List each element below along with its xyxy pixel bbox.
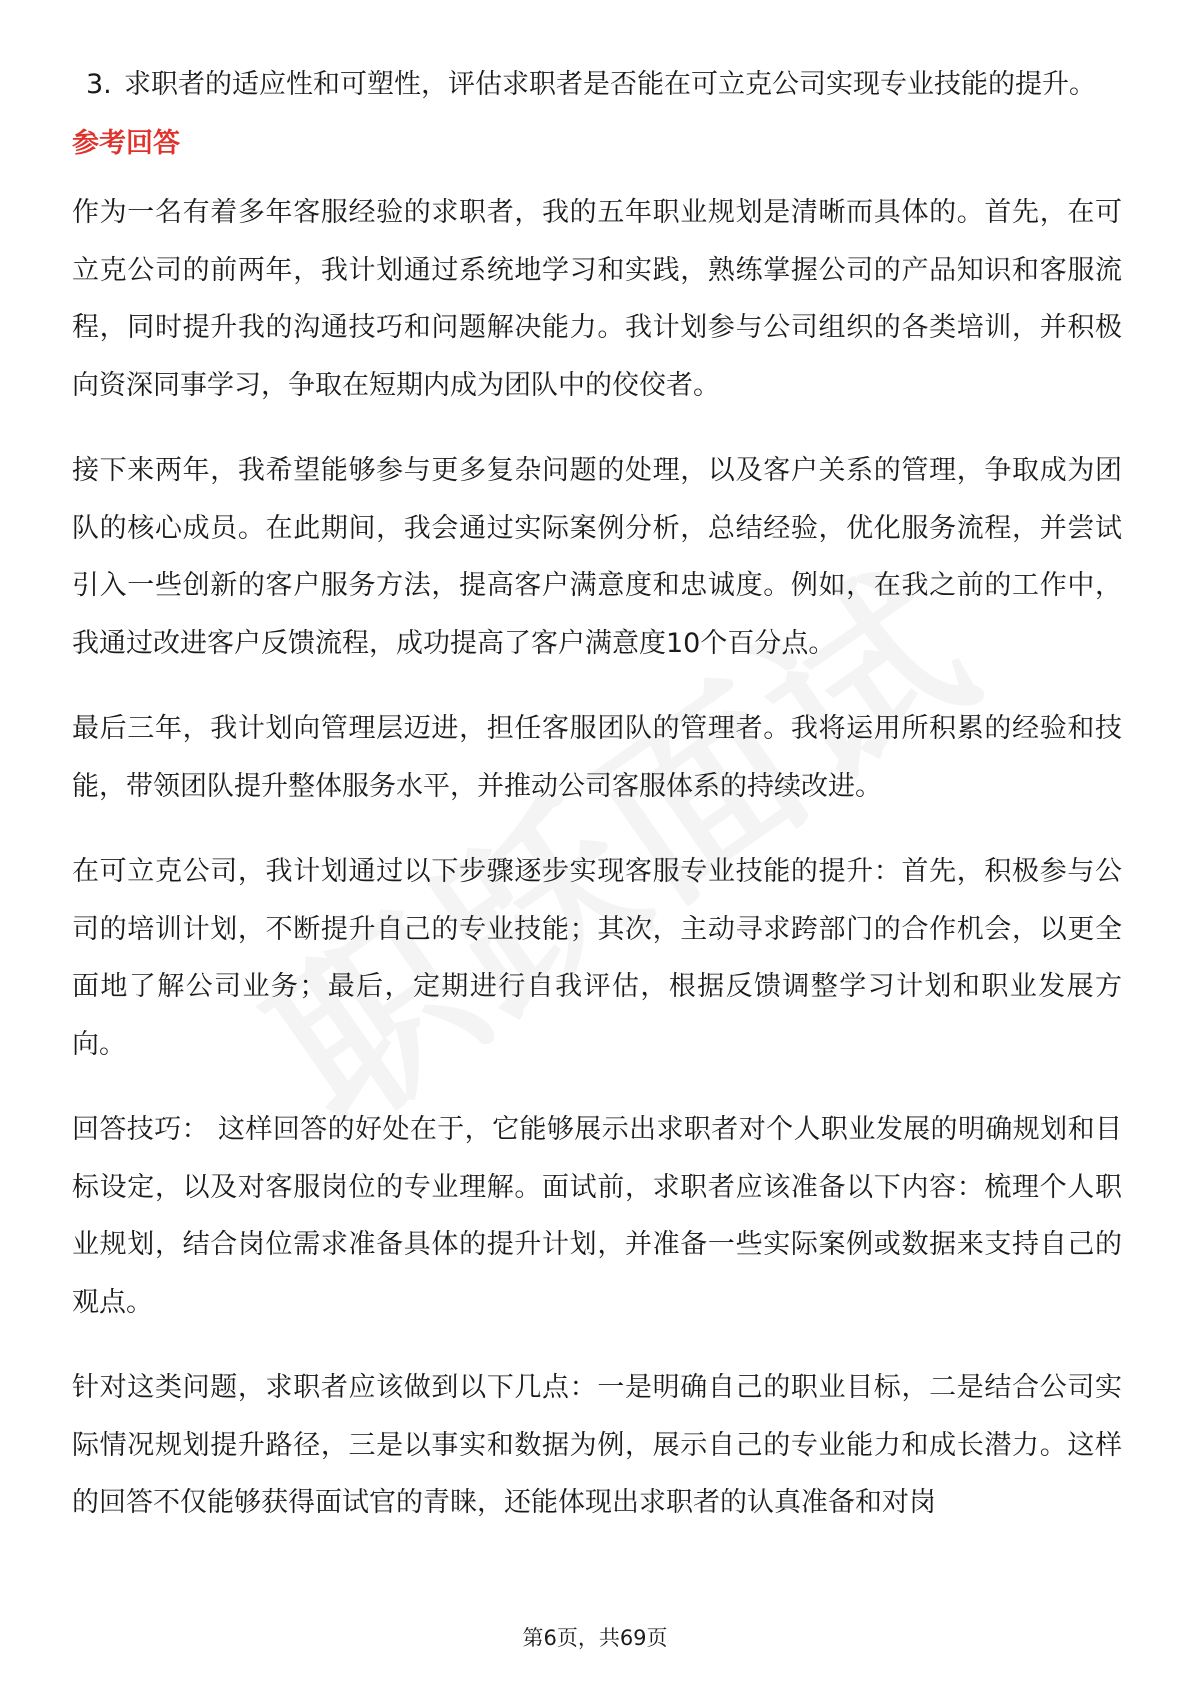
answer-paragraph-2: 接下来两年，我希望能够参与更多复杂问题的处理，以及客户关系的管理，争取成为团队的核心成员。在此期间，我会通过实际案例分析，总结经验，优化服务流程，并尝试引入一些创新的客户服务方法，提高客户满意度和忠诚度。例如，在我之前的工作中，我通过改进客户反馈流程，成功提高了客户满意度10个百分点。 <box>72 455 1122 659</box>
document-content <box>72 56 1122 1560</box>
page-footer: 第6页，共69页 <box>522 1626 668 1650</box>
section-title: 参考回答 <box>72 128 180 159</box>
answer-paragraph-1: 作为一名有着多年客服经验的求职者，我的五年职业规划是清晰而具体的。首先，在可立克公司的前两年，我计划通过系统地学习和实践，熟练掌握公司的产品知识和客服流程，同时提升我的沟通技巧和问题解决能力。我计划参与公司组织的各类培训，并积极向资深同事学习，争取在短期内成为团队中的佼佼者。 <box>72 197 1122 401</box>
question-text: 求职者的适应性和可塑性，评估求职者是否能在可立克公司实现专业技能的提升。 <box>124 69 1096 100</box>
tips-paragraph: 回答技巧： 这样回答的好处在于，它能够展示出求职者对个人职业发展的明确规划和目标设定，以及对客服岗位的专业理解。面试前，求职者应该准备以下内容：梳理个人职业规划，结合岗位需求准备具体的提升计划，并准备一些实际案例或数据来支持自己的观点。 <box>72 1114 1122 1318</box>
answer-paragraph-3: 最后三年，我计划向管理层迈进，担任客服团队的管理者。我将运用所积累的经验和技能，带领团队提升整体服务水平，并推动公司客服体系的持续改进。 <box>72 713 1122 802</box>
advice-paragraph: 针对这类问题，求职者应该做到以下几点：一是明确自己的职业目标，二是结合公司实际情况规划提升路径，三是以事实和数据为例，展示自己的专业能力和成长潜力。这样的回答不仅能够获得面试官的青睐，还能体现出求职者的认真准备和对岗 <box>72 1372 1122 1518</box>
question-item <box>72 56 1122 114</box>
question-number: 3. <box>86 69 112 100</box>
answer-paragraph-4: 在可立克公司，我计划通过以下步骤逐步实现客服专业技能的提升：首先，积极参与公司的培训计划，不断提升自己的专业技能；其次，主动寻求跨部门的合作机会，以更全面地了解公司业务；最后，定期进行自我评估，根据反馈调整学习计划和职业发展方向。 <box>72 856 1122 1060</box>
